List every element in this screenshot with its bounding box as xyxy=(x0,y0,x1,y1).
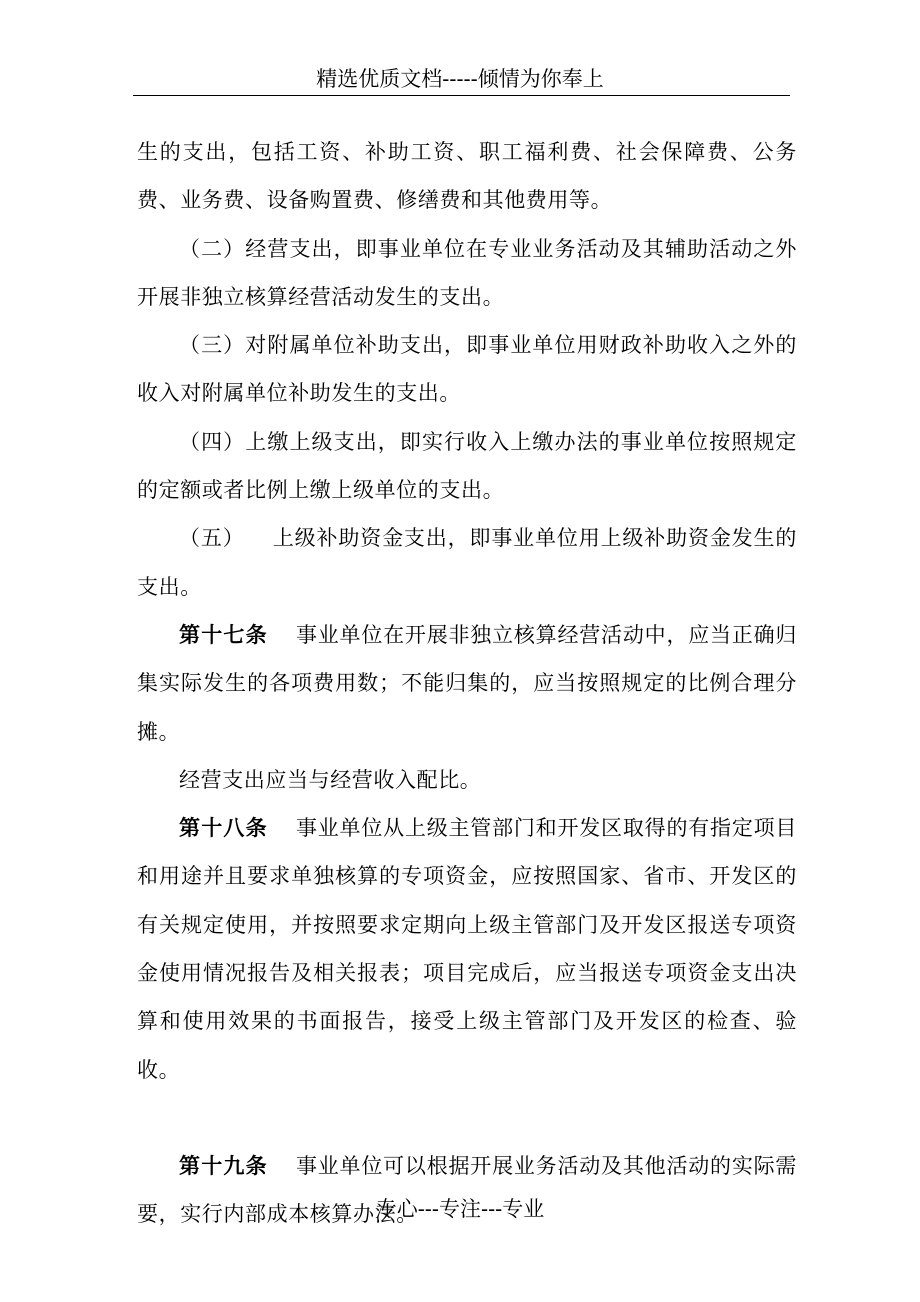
blank-line xyxy=(137,1094,797,1142)
page-header: 精选优质文档-----倾情为你奉上 xyxy=(316,67,604,91)
article-17-paragraph-2: 经营支出应当与经营收入配比。 xyxy=(179,767,482,792)
article-18-text: 事业单位从上级主管部门和开发区取得的有指定项目和用途并且要求单独核算的专项资金，应按照国家、省市、开发区的有关规定使用，并按照要求定期向上级主管部门及开发区报送专项资金使用情况报告及相关报表；项目完成后，应当报送专项资金支出决算和使用效果的书面报告，接受上级主管部门及开发区的检查、验收。 xyxy=(137,816,797,1082)
paragraph-continuation: 生的支出，包括工资、补助工资、职工福利费、社会保障费、公务费、业务费、设备购置费、修缮费和其他费用等。 xyxy=(137,140,797,213)
article-19-title: 第十九条 xyxy=(179,1153,268,1178)
article-17-title: 第十七条 xyxy=(179,622,268,647)
article-17-text: 事业单位在开展非独立核算经营活动中，应当正确归集实际发生的各项费用数；不能归集的，应当按照规定的比例合理分摊。 xyxy=(137,622,797,744)
paragraph-item-2: （二）经营支出，即事业单位在专业业务活动及其辅助活动之外开展非独立核算经营活动发生的支出。 xyxy=(137,236,797,309)
article-17 xyxy=(137,611,797,756)
paragraph-item-4: （四）上缴上级支出，即实行收入上缴办法的事业单位按照规定的定额或者比例上缴上级单位的支出。 xyxy=(137,429,797,503)
article-18-title: 第十八条 xyxy=(179,816,268,841)
item-5-number: （五） xyxy=(179,526,245,551)
article-19-text: 事业单位可以根据开展业务活动及其他活动的实际需要，实行内部成本核算办法。 xyxy=(137,1153,797,1227)
paragraph-item-3: （三）对附属单位补助支出，即事业单位用财政补助收入之外的收入对附属单位补助发生的支出。 xyxy=(137,333,797,406)
header-divider xyxy=(133,95,790,96)
page-footer: 专心---专注---专业 xyxy=(375,1197,545,1221)
document-body xyxy=(137,128,797,1239)
paragraph-item-5 xyxy=(137,514,797,611)
article-19 xyxy=(137,1142,797,1239)
item-5-text: 上级补助资金支出，即事业单位用上级补助资金发生的支出。 xyxy=(137,526,797,599)
article-18 xyxy=(137,804,797,1094)
